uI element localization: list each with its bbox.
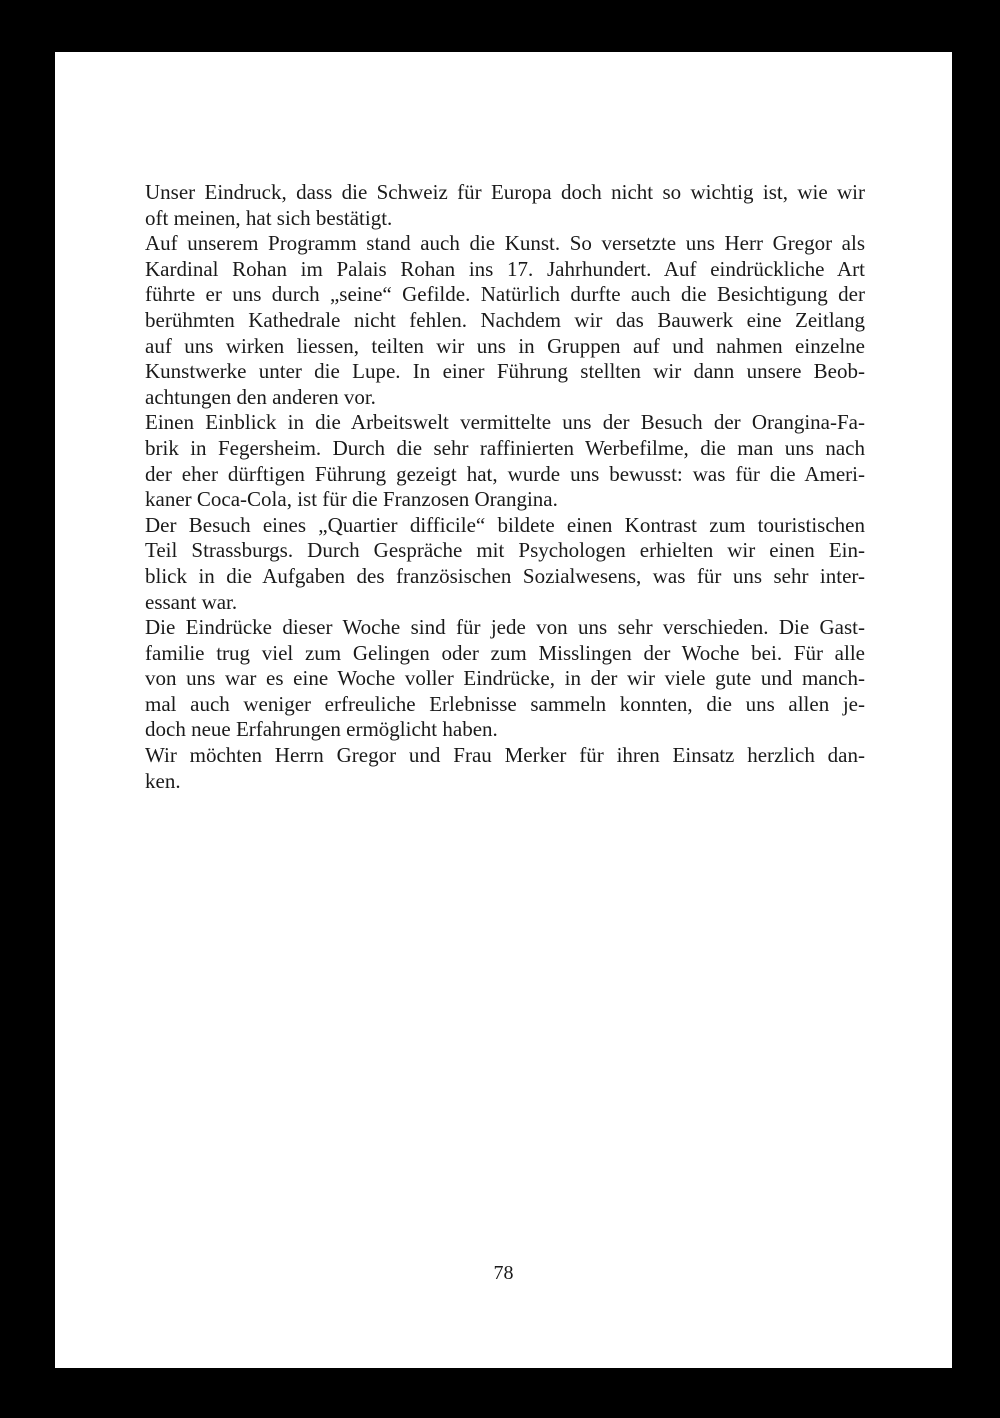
text-line: mal auch weniger erfreuliche Erlebnisse sammeln konnten, die uns allen je-	[145, 691, 865, 716]
text-line: berühmten Kathedrale nicht fehlen. Nachdem wir das Bauwerk eine Zeitlang	[145, 307, 865, 332]
text-line: oft meinen, hat sich bestätigt.	[145, 205, 393, 230]
text-line: ken.	[145, 768, 181, 793]
text-line: Auf unserem Programm stand auch die Kunst. So versetzte uns Herr Gregor als	[145, 231, 865, 256]
body-text	[145, 180, 865, 794]
text-line: familie trug viel zum Gelingen oder zum Misslingen der Woche bei. Für alle	[145, 640, 865, 665]
text-line: Der Besuch eines „Quartier difficile“ bildete einen Kontrast zum touristischen	[145, 512, 865, 537]
text-line: auf uns wirken liessen, teilten wir uns in Gruppen auf und nahmen einzelne	[145, 333, 865, 358]
text-line: führte er uns durch „seine“ Gefilde. Natürlich durfte auch die Besichtigung der	[145, 282, 865, 307]
text-line: der eher dürftigen Führung gezeigt hat, wurde uns bewusst: was für die Ameri-	[145, 461, 865, 486]
document-page	[55, 52, 952, 1368]
text-line: essant war.	[145, 589, 238, 614]
text-line: von uns war es eine Woche voller Eindrücke, in der wir viele gute und manch-	[145, 666, 865, 691]
text-line: Wir möchten Herrn Gregor und Frau Merker für ihren Einsatz herzlich dan-	[145, 743, 865, 768]
text-line: Kardinal Rohan im Palais Rohan ins 17. Jahrhundert. Auf eindrückliche Art	[145, 256, 865, 281]
text-line: Unser Eindruck, dass die Schweiz für Europa doch nicht so wichtig ist, wie wir	[145, 180, 865, 204]
page-number: 78	[493, 1262, 514, 1284]
text-line: kaner Coca-Cola, ist für die Franzosen Orangina.	[145, 487, 558, 512]
text-line: achtungen den anderen vor.	[145, 384, 376, 409]
text-line: brik in Fegersheim. Durch die sehr raffinierten Werbefilme, die man uns nach	[145, 435, 865, 460]
text-line: Die Eindrücke dieser Woche sind für jede von uns sehr verschieden. Die Gast-	[145, 615, 865, 640]
text-line: Kunstwerke unter die Lupe. In einer Führung stellten wir dann unsere Beob-	[145, 359, 865, 384]
text-line: blick in die Aufgaben des französischen Sozialwesens, was für uns sehr inter-	[145, 563, 865, 588]
text-line: doch neue Erfahrungen ermöglicht haben.	[145, 717, 498, 742]
text-line: Teil Strassburgs. Durch Gespräche mit Psychologen erhielten wir einen Ein-	[145, 538, 865, 563]
text-line: Einen Einblick in die Arbeitswelt vermittelte uns der Besuch der Orangina-Fa-	[145, 410, 865, 435]
